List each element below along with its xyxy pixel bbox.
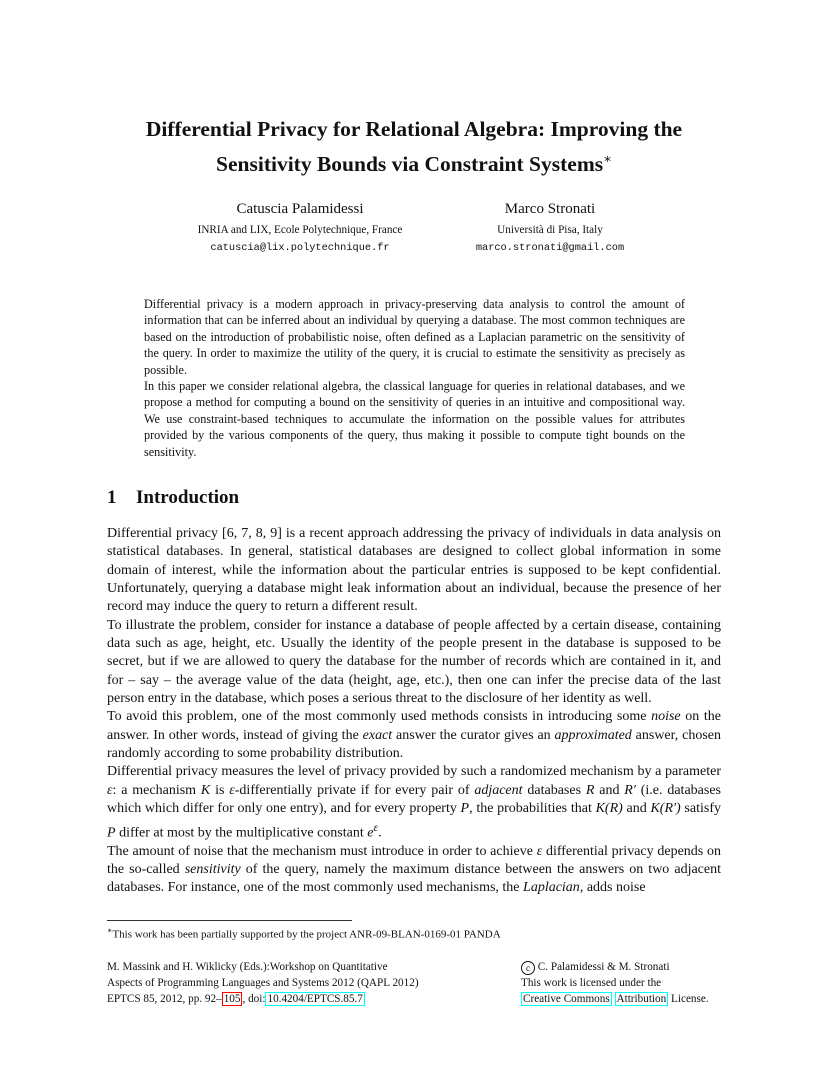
author-email: catuscia@lix.polytechnique.fr	[210, 242, 390, 254]
abstract-paragraph-1: Differential privacy is a modern approach in privacy-preserving data analysis to control the amount of information that can be inferred about an individual by querying a database. The most common techniques are based on the introduction of probabilistic noise, often defined as a Laplacian parametric on the sensitivity of the query. In order to maximize the utility of the query, it is crucial to estimate the sensitivity as precisely as possible.	[144, 297, 685, 377]
title-line-1: Differential Privacy for Relational Algebra: Improving the	[145, 117, 683, 141]
intro-paragraph-2: To illustrate the problem, consider for instance a database of people affected by a certain disease, containing data such as age, height, etc. Usually the identity of the people present in the database is supposed to be secret, but if we are allowed to query the database for the number of records which are contained in it, and for – say – the average value of the data (height, age, etc.), then one can infer the precise data of the last person entry in the database, which poses a serious threat to the disclosure of her identity as well.	[107, 617, 721, 707]
intro-paragraph-5: The amount of noise that the mechanism must introduce in order to achieve ε differential privacy depends on the so-called sensitivity of the query, namely the maximum distance between the answers on two adjacent databases. For instance, one of the most commonly used mechanisms, the Laplacian, adds noise	[107, 843, 721, 896]
author-name: Marco Stronati	[504, 201, 596, 217]
license-info	[521, 959, 709, 1007]
creative-commons-link[interactable]: Creative Commons	[523, 993, 610, 1005]
author-affiliation: Università di Pisa, Italy	[497, 224, 603, 236]
author-affiliation: INRIA and LIX, Ecole Polytechnique, France	[197, 224, 403, 236]
author-name: Catuscia Palamidessi	[236, 201, 364, 217]
copyright-line	[521, 959, 709, 975]
title-footnote-mark: ∗	[603, 151, 612, 166]
section-title: Introduction	[136, 487, 240, 508]
title-line-2: Sensitivity Bounds via Constraint Systems∗	[216, 151, 612, 177]
footnote-rule	[107, 920, 352, 921]
author-email: marco.stronati@gmail.com	[475, 242, 625, 254]
publication-line-3: EPTCS 85, 2012, pp. 92– 105 , doi: 10.4204/EPTCS.85.7	[107, 993, 363, 1005]
copyright-holders: C. Palamidessi & M. Stronati	[537, 961, 670, 973]
citation-link[interactable]: 6	[226, 526, 234, 541]
intro-paragraph-3: To avoid this problem, one of the most commonly used methods consists in introducing some noise on the answer. In other words, instead of giving the exact answer the curator gives an approximated answer, chosen randomly according to some probability distribution.	[107, 709, 722, 762]
introduction-body	[107, 525, 721, 898]
section-heading	[107, 486, 239, 510]
abstract	[144, 296, 685, 460]
publication-info	[107, 959, 419, 1007]
author-block-1	[180, 200, 420, 255]
section-number: 1	[107, 487, 117, 508]
citation-link[interactable]: 8	[255, 526, 263, 541]
publication-line-2: Aspects of Programming Languages and Systems 2012 (QAPL 2012)	[107, 977, 419, 989]
citation-link[interactable]: 7	[241, 526, 249, 541]
copyright-icon: c	[521, 961, 535, 975]
intro-paragraph-4: Differential privacy measures the level of privacy provided by such a randomized mechanism by a parameter ε: a mechanism K is ε-differentially private if for every pair of adjacent databases R and R′ (i.e. databases which which differ for only one entry), and for every property P, the probabilities that K(R) and K(R′) satisfy P differ at most by the multiplicative constant $e^\varepsilon$.	[107, 764, 721, 841]
doi-link[interactable]: 10.4204/EPTCS.85.7	[267, 993, 363, 1005]
abstract-paragraph-2: In this paper we consider relational algebra, the classical language for queries in relational databases, and we propose a method for computing a bound on the sensitivity of queries in an intuitive and compositional way. We use constraint-based techniques to accumulate the information on the possible values for attributes provided by the various components of the query, thus making it possible to compute tight bounds on the sensitivity.	[144, 379, 685, 459]
license-line-2: This work is licensed under the	[521, 977, 662, 989]
footnote-text: This work has been partially supported by the project ANR-09-BLAN-0169-01 PANDA	[112, 928, 501, 941]
footnote	[107, 924, 501, 942]
footnote-mark: ∗	[107, 926, 113, 935]
attribution-link[interactable]: Attribution	[616, 993, 667, 1005]
license-line-3: Creative Commons Attribution License.	[523, 993, 709, 1005]
author-block-2	[455, 200, 645, 255]
intro-paragraph-1: Differential privacy [6, 7, 8, 9] is a recent approach addressing the privacy of individuals in data analysis on statistical databases. In general, statistical databases are designed to collect global information in some domain of interest, while the information about the particular entries is supposed to be kept confidential. Unfortunately, querying a database might leak information about an individual, because the presence of her record may induce the query to return a different result.	[107, 526, 722, 615]
paper-title	[60, 114, 768, 179]
last-page-link[interactable]: 105	[223, 993, 241, 1005]
citation-link[interactable]: 9	[270, 526, 278, 541]
publication-line-1: M. Massink and H. Wiklicky (Eds.):Workshop on Quantitative	[107, 961, 388, 973]
